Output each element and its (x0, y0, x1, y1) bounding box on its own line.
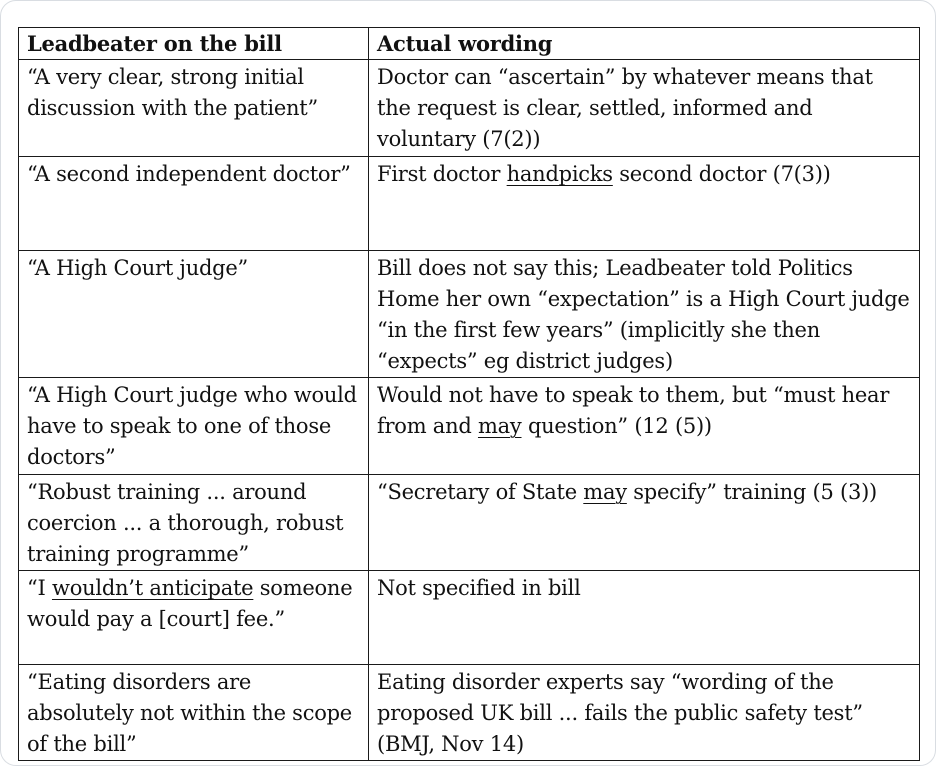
underlined-term: handpicks (506, 162, 613, 186)
wording-cell: Bill does not say this; Leadbeater told Politics Home her own “expectation” is a High Court judge “in the first few years” (implicitly she then “expects” eg district judges) (369, 251, 920, 378)
wording-cell (369, 378, 920, 475)
underlined-term: may (583, 480, 627, 504)
wording-text: specify” training (5 (3)) (626, 480, 877, 504)
table-row (19, 665, 920, 761)
claim-cell: “A High Court judge” (19, 251, 369, 378)
table-row (19, 571, 920, 665)
claim-cell (19, 571, 369, 665)
claim-cell: “A very clear, strong initial discussion with the patient” (19, 60, 369, 157)
table-row (19, 251, 920, 378)
wording-text: First doctor (377, 162, 507, 186)
table-header-row (19, 28, 920, 60)
claim-text: “I (27, 576, 52, 600)
claim-text: someone would pay a [court] fee.” (27, 576, 353, 631)
underlined-term: may (477, 414, 522, 438)
claim-cell: “A second independent doctor” (19, 157, 369, 251)
wording-cell: Not specified in bill (369, 571, 920, 665)
header-leadbeater-on-the-bill: Leadbeater on the bill (19, 28, 369, 60)
underlined-term: wouldn’t anticipate (51, 576, 254, 600)
header-actual-wording: Actual wording (369, 28, 920, 60)
table-row (19, 60, 920, 157)
wording-cell (369, 157, 920, 251)
wording-text: question” (12 (5)) (521, 414, 712, 438)
claim-cell: “Eating disorders are absolutely not within the scope of the bill” (19, 665, 369, 761)
wording-cell: Doctor can “ascertain” by whatever means that the request is clear, settled, informed and voluntary (7(2)) (369, 60, 920, 157)
claim-cell: “Robust training ... around coercion ... a thorough, robust training programme” (19, 475, 369, 571)
wording-cell (369, 475, 920, 571)
wording-text: second doctor (7(3)) (612, 162, 831, 186)
table-row (19, 157, 920, 251)
claim-cell: “A High Court judge who would have to speak to one of those doctors” (19, 378, 369, 475)
comparison-table (18, 27, 920, 761)
wording-text: Would not have to speak to them, but “must hear from and (377, 383, 890, 438)
wording-cell: Eating disorder experts say “wording of the proposed UK bill ... fails the public safety test” (BMJ, Nov 14) (369, 665, 920, 761)
wording-text: “Secretary of State (377, 480, 584, 504)
table-row (19, 475, 920, 571)
table-row (19, 378, 920, 475)
